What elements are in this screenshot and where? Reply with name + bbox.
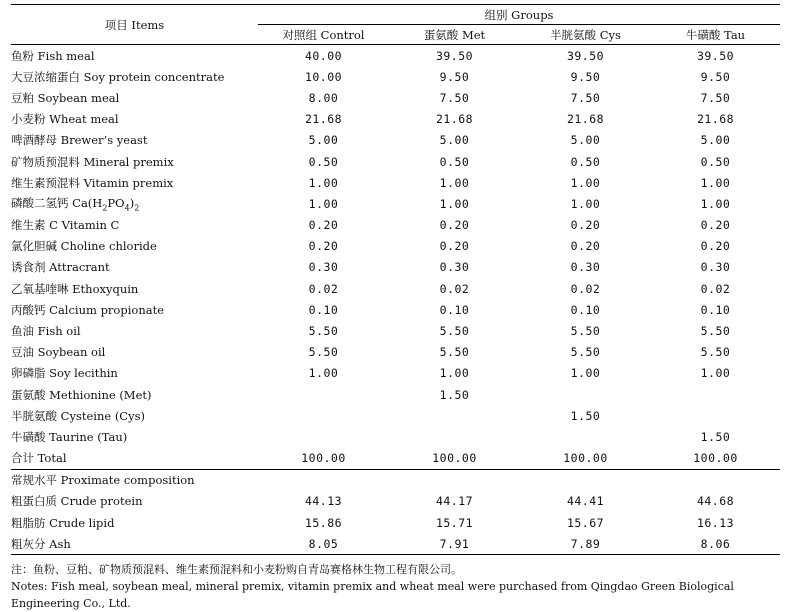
cell-value: 16.13 bbox=[696, 515, 735, 530]
proximate-section-label: 常规水平 Proximate composition bbox=[11, 469, 780, 491]
cell-value: 0.50 bbox=[570, 154, 601, 169]
cell-value: 0.20 bbox=[439, 218, 470, 233]
row-label: 半胱氨酸 Cysteine (Cys) bbox=[11, 408, 145, 423]
row-label: 丙酸钙 Calcium propionate bbox=[11, 302, 165, 317]
cell-value bbox=[520, 384, 651, 405]
cell-value: 5.50 bbox=[700, 324, 731, 339]
cell-value: 1.50 bbox=[700, 429, 731, 444]
cell-value: 8.00 bbox=[308, 90, 339, 105]
row-label: 豆油 Soybean oil bbox=[11, 345, 106, 360]
table-row bbox=[11, 130, 780, 151]
cell-value bbox=[389, 405, 520, 426]
cell-value: 44.13 bbox=[304, 494, 343, 509]
row-label: 氯化胆碱 Choline chloride bbox=[11, 239, 157, 254]
row-label: 粗蛋白质 Crude protein bbox=[11, 494, 143, 509]
cell-value: 39.50 bbox=[389, 45, 520, 67]
cell-value: 0.10 bbox=[439, 302, 470, 317]
cell-value: 1.00 bbox=[700, 366, 731, 381]
row-label: 牛磺酸 Taurine (Tau) bbox=[11, 429, 128, 444]
cell-value: 10.00 bbox=[304, 69, 343, 84]
cell-value: 5.00 bbox=[308, 133, 339, 148]
diet-composition-table bbox=[11, 4, 780, 555]
cell-value: 39.50 bbox=[520, 45, 651, 67]
cell-value: 1.00 bbox=[308, 196, 339, 211]
cell-value: 5.50 bbox=[439, 324, 470, 339]
cell-value: 0.20 bbox=[570, 239, 601, 254]
note-english: Notes: Fish meal, soybean meal, mineral premix, vitamin premix and wheat meal were purchased from Qingdao Green Biological Engineering Co., Ltd. bbox=[11, 580, 734, 611]
cell-value: 1.00 bbox=[570, 196, 601, 211]
cell-value: 5.50 bbox=[700, 345, 731, 360]
cell-value: 0.20 bbox=[308, 218, 339, 233]
cell-value: 7.50 bbox=[570, 90, 601, 105]
cell-value: 5.50 bbox=[308, 324, 339, 339]
table-notes bbox=[11, 561, 780, 612]
cell-value: 9.50 bbox=[700, 69, 731, 84]
cell-value: 0.02 bbox=[439, 281, 470, 296]
row-label: 鱼油 Fish oil bbox=[11, 324, 81, 339]
row-label: 粗脂肪 Crude lipid bbox=[11, 515, 115, 530]
cell-value: 8.05 bbox=[258, 533, 389, 555]
cell-value: 5.00 bbox=[439, 133, 470, 148]
cell-value: 7.50 bbox=[700, 90, 731, 105]
row-label: 磷酸二氢钙 $Ca(H_2PO_4)_2$ bbox=[11, 196, 140, 213]
table-row bbox=[11, 512, 780, 533]
cell-value: 0.50 bbox=[700, 154, 731, 169]
cell-value: 15.67 bbox=[566, 515, 605, 530]
cell-value: 21.68 bbox=[304, 112, 343, 127]
table-row bbox=[11, 66, 780, 87]
cell-value: 0.30 bbox=[700, 260, 731, 275]
row-label: 诱食剂 Attracrant bbox=[11, 260, 110, 275]
cell-value: 21.68 bbox=[435, 112, 474, 127]
cell-value: 100.00 bbox=[693, 451, 738, 466]
cell-value bbox=[389, 426, 520, 447]
cell-value: 0.30 bbox=[308, 260, 339, 275]
cell-value: 0.02 bbox=[700, 281, 731, 296]
cell-value: 1.00 bbox=[439, 366, 470, 381]
cell-value: 5.50 bbox=[439, 345, 470, 360]
table-row bbox=[11, 215, 780, 236]
row-label: 乙氧基喹啉 Ethoxyquin bbox=[11, 281, 139, 296]
cell-value: 1.00 bbox=[570, 175, 601, 190]
cell-value: 0.20 bbox=[570, 218, 601, 233]
table-row bbox=[11, 109, 780, 130]
cell-value: 1.00 bbox=[439, 196, 470, 211]
cell-value: 100.00 bbox=[432, 451, 477, 466]
row-label: 大豆浓缩蛋白 Soy protein concentrate bbox=[11, 69, 225, 84]
row-label: 维生素 C Vitamin C bbox=[11, 218, 120, 233]
cell-value: 5.00 bbox=[570, 133, 601, 148]
table-row bbox=[11, 299, 780, 320]
cell-value: 5.50 bbox=[308, 345, 339, 360]
cell-value: 100.00 bbox=[301, 451, 346, 466]
table-row bbox=[11, 257, 780, 278]
row-label: 矿物质预混料 Mineral premix bbox=[11, 154, 174, 169]
row-label: 鱼粉 Fish meal bbox=[11, 45, 258, 67]
table-row bbox=[11, 151, 780, 172]
ingredient-rows bbox=[11, 45, 780, 470]
cell-value bbox=[258, 426, 389, 447]
row-label: 蛋氨酸 Methionine (Met) bbox=[11, 387, 152, 402]
cell-value: 44.68 bbox=[696, 494, 735, 509]
cell-value: 0.02 bbox=[570, 281, 601, 296]
cell-value: 21.68 bbox=[696, 112, 735, 127]
cell-value: 0.20 bbox=[439, 239, 470, 254]
cell-value: 7.91 bbox=[389, 533, 520, 555]
cell-value: 0.50 bbox=[439, 154, 470, 169]
groups-column-header: 组别 Groups bbox=[258, 5, 780, 25]
cell-value: 9.50 bbox=[570, 69, 601, 84]
cell-value: 1.50 bbox=[439, 387, 470, 402]
cell-value: 1.50 bbox=[570, 408, 601, 423]
table-row bbox=[11, 278, 780, 299]
cell-value: 7.89 bbox=[520, 533, 651, 555]
cell-value: 0.10 bbox=[570, 302, 601, 317]
column-header-cys: 半胱氨酸 Cys bbox=[550, 27, 621, 42]
table-row bbox=[11, 405, 780, 426]
row-label: 粗灰分 Ash bbox=[11, 533, 258, 555]
cell-value: 1.00 bbox=[308, 175, 339, 190]
cell-value: 0.50 bbox=[308, 154, 339, 169]
cell-value: 1.00 bbox=[570, 366, 601, 381]
table-row bbox=[11, 320, 780, 341]
cell-value: 8.06 bbox=[651, 533, 780, 555]
cell-value: 39.50 bbox=[651, 45, 780, 67]
cell-value bbox=[258, 384, 389, 405]
table-row bbox=[11, 384, 780, 405]
row-label: 合计 Total bbox=[11, 451, 67, 466]
cell-value: 0.20 bbox=[700, 239, 731, 254]
table-row bbox=[11, 342, 780, 363]
cell-value bbox=[520, 426, 651, 447]
cell-value: 15.71 bbox=[435, 515, 474, 530]
cell-value: 100.00 bbox=[563, 451, 608, 466]
row-label: 小麦粉 Wheat meal bbox=[11, 112, 119, 127]
cell-value: 1.00 bbox=[308, 366, 339, 381]
proximate-section-row bbox=[11, 469, 780, 491]
column-header-met: 蛋氨酸 Met bbox=[423, 27, 486, 42]
cell-value: 5.50 bbox=[570, 345, 601, 360]
row-label: 卵磷脂 Soy lecithin bbox=[11, 366, 118, 381]
proximate-rows bbox=[11, 491, 780, 555]
table-row bbox=[11, 491, 780, 512]
cell-value: 7.50 bbox=[439, 90, 470, 105]
cell-value: 0.30 bbox=[570, 260, 601, 275]
cell-value: 5.50 bbox=[570, 324, 601, 339]
cell-value: 44.41 bbox=[566, 494, 605, 509]
cell-value: 5.00 bbox=[700, 133, 731, 148]
cell-value: 0.02 bbox=[308, 281, 339, 296]
cell-value: 21.68 bbox=[566, 112, 605, 127]
cell-value: 0.30 bbox=[439, 260, 470, 275]
column-header-control: 对照组 Control bbox=[282, 27, 365, 42]
cell-value: 0.20 bbox=[700, 218, 731, 233]
cell-value: 0.10 bbox=[700, 302, 731, 317]
items-column-header: 项目 Items bbox=[11, 5, 258, 45]
cell-value bbox=[258, 405, 389, 426]
table-row bbox=[11, 236, 780, 257]
row-label: 豆粕 Soybean meal bbox=[11, 90, 120, 105]
cell-value: 0.10 bbox=[308, 302, 339, 317]
cell-value: 1.00 bbox=[700, 196, 731, 211]
table-row bbox=[11, 45, 780, 67]
cell-value: 9.50 bbox=[439, 69, 470, 84]
cell-value: 44.17 bbox=[435, 494, 474, 509]
table-row bbox=[11, 172, 780, 193]
row-label: 维生素预混料 Vitamin premix bbox=[11, 175, 174, 190]
cell-value bbox=[651, 405, 780, 426]
cell-value bbox=[651, 384, 780, 405]
row-label: 啤酒酵母 Brewer’s yeast bbox=[11, 133, 148, 148]
table-row bbox=[11, 363, 780, 384]
cell-value: 0.20 bbox=[308, 239, 339, 254]
cell-value: 1.00 bbox=[439, 175, 470, 190]
cell-value: 1.00 bbox=[700, 175, 731, 190]
cell-value: 40.00 bbox=[258, 45, 389, 67]
note-chinese: 注：鱼粉、豆粕、矿物质预混料、维生素预混料和小麦粉购自青岛赛格林生物工程有限公司。 bbox=[11, 563, 462, 577]
cell-value: 15.86 bbox=[304, 515, 343, 530]
table-row bbox=[11, 533, 780, 555]
table-row bbox=[11, 87, 780, 108]
column-header-tau: 牛磺酸 Tau bbox=[685, 27, 746, 42]
diet-composition-table-container bbox=[11, 4, 780, 612]
table-row bbox=[11, 448, 780, 470]
table-row bbox=[11, 426, 780, 447]
table-row bbox=[11, 193, 780, 214]
